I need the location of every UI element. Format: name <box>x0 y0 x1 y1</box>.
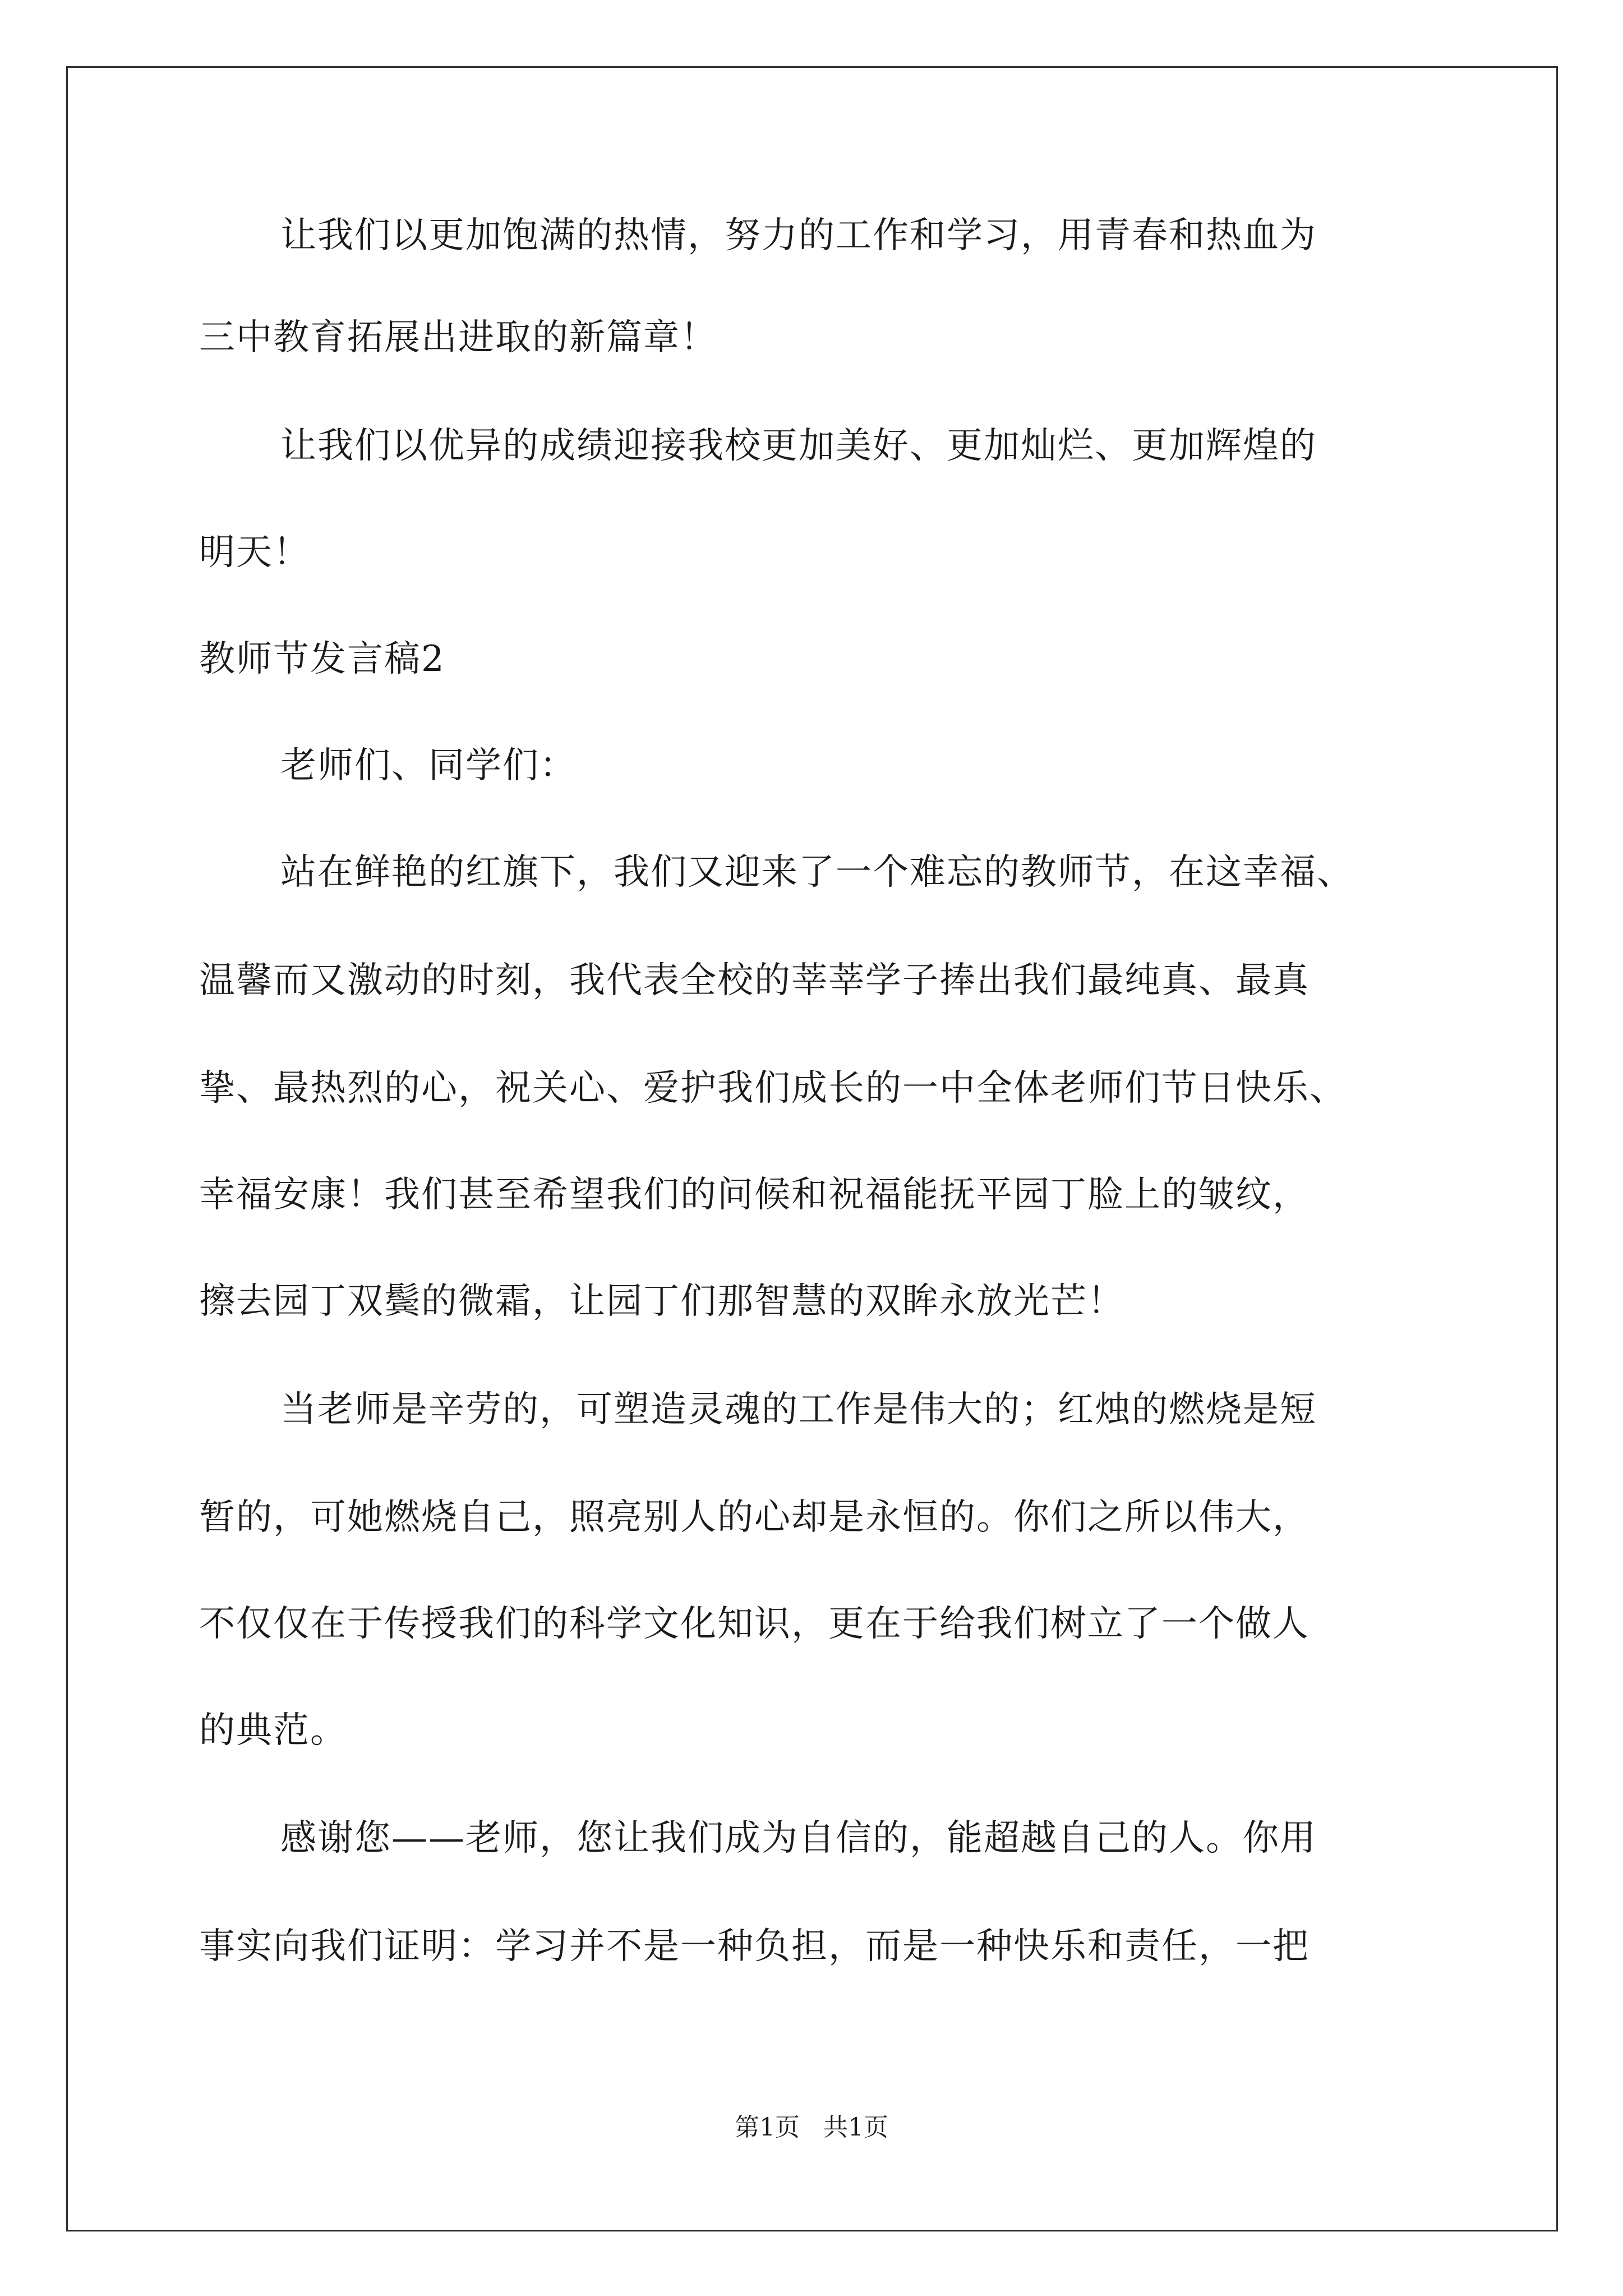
salutation: 老师们、同学们： <box>280 745 577 786</box>
paragraph-line: 温馨而又激动的时刻，我代表全校的莘莘学子捧出我们最纯真、最真 <box>199 960 1310 1001</box>
paragraph-line: 挚、最热烈的心，祝关心、爱护我们成长的一中全体老师们节日快乐、 <box>199 1068 1347 1109</box>
paragraph-line: 不仅仅在于传授我们的科学文化知识，更在于给我们树立了一个做人 <box>199 1603 1310 1645</box>
page-number-footer: 第1页 共1页 <box>735 2113 888 2142</box>
paragraph-line: 三中教育拓展出进取的新篇章！ <box>199 317 717 358</box>
section-heading: 教师节发言稿2 <box>199 638 445 680</box>
paragraph-line: 的典范。 <box>199 1710 347 1751</box>
paragraph-line: 明天！ <box>199 532 310 573</box>
page-border <box>66 66 1558 2231</box>
paragraph-line: 站在鲜艳的红旗下，我们又迎来了一个难忘的教师节，在这幸福、 <box>280 852 1354 893</box>
paragraph-line: 当老师是辛劳的，可塑造灵魂的工作是伟大的；红烛的燃烧是短 <box>280 1389 1317 1430</box>
paragraph-line: 感谢您——老师，您让我们成为自信的，能超越自己的人。你用 <box>280 1818 1317 1859</box>
paragraph-line: 让我们以优异的成绩迎接我校更加美好、更加灿烂、更加辉煌的 <box>280 425 1317 467</box>
paragraph-line: 让我们以更加饱满的热情，努力的工作和学习，用青春和热血为 <box>280 215 1317 256</box>
paragraph-line: 幸福安康！我们甚至希望我们的问候和祝福能抚平园丁脸上的皱纹， <box>199 1174 1310 1216</box>
paragraph-line: 暂的，可她燃烧自己，照亮别人的心却是永恒的。你们之所以伟大， <box>199 1497 1310 1538</box>
paragraph-line: 事实向我们证明：学习并不是一种负担，而是一种快乐和责任，一把 <box>199 1926 1310 1967</box>
paragraph-line: 擦去园丁双鬓的微霜，让园丁们那智慧的双眸永放光芒！ <box>199 1281 1124 1322</box>
